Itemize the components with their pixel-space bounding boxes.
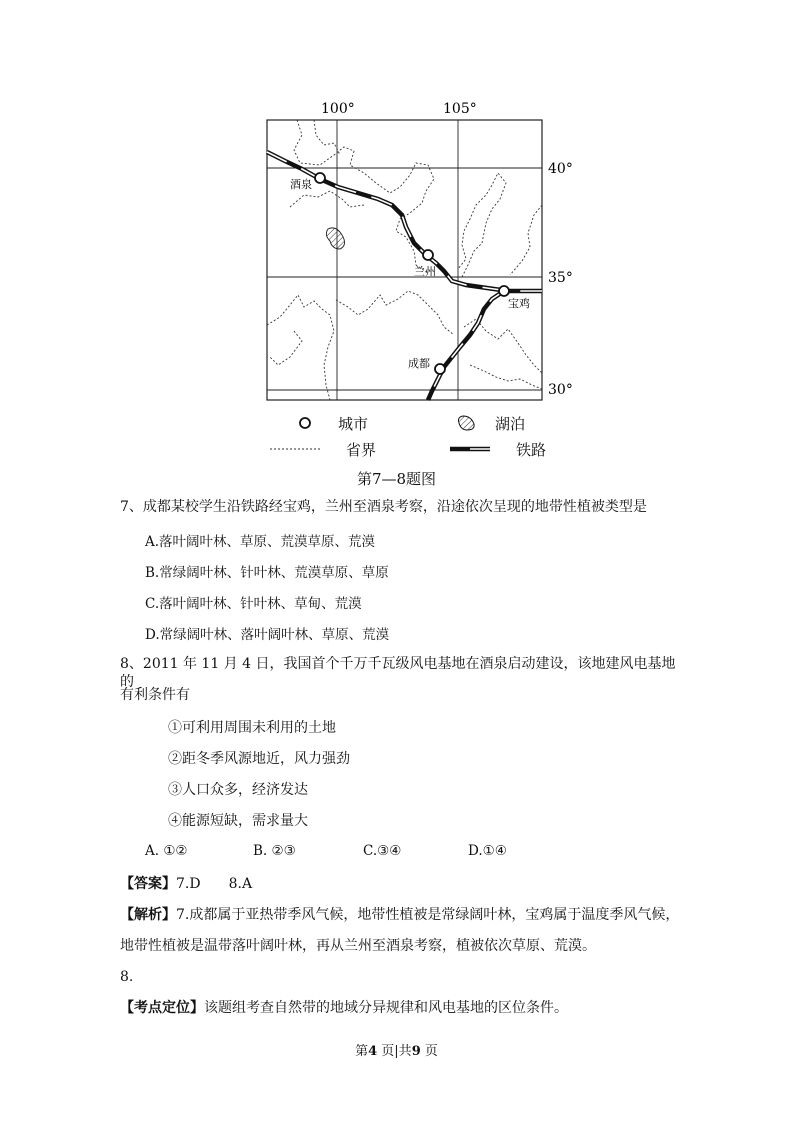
province-boundaries [267, 120, 542, 400]
q8-choice-c: C.③④ [363, 843, 402, 859]
legend-railway-label: 铁路 [516, 440, 547, 459]
legend-lake [455, 412, 525, 434]
q7-option-c: C.落叶阔叶林、针叶林、草甸、荒漠 [145, 596, 362, 612]
q8-choice-d: D.①④ [468, 843, 507, 859]
kaodian-block [120, 999, 680, 1017]
q8-stem-line1: 8、2011 年 11 月 4 日，我国首个千万千瓦级风电基地在酒泉启动建设，该地建风电基地的 [120, 656, 676, 690]
map-legend [270, 410, 570, 460]
legend-lake-label: 湖泊 [495, 414, 526, 433]
answer-block [120, 875, 680, 893]
legend-city [298, 412, 368, 434]
city-label-chengdu: 成都 [408, 357, 430, 370]
city-marker-lanzhou [423, 250, 433, 260]
legend-city-label: 城市 [338, 414, 369, 433]
q8-statement-4: ④能源短缺，需求量大 [168, 813, 308, 829]
q8-statement-2: ②距冬季风源地近，风力强劲 [168, 751, 350, 767]
analysis-line1 [120, 906, 680, 924]
q7-option-a: A.落叶阔叶林、草原、荒漠草原、荒漠 [145, 534, 376, 550]
footer-total-pages: 9 [411, 1044, 421, 1059]
city-circle-icon [298, 416, 312, 430]
map-frame [267, 120, 542, 400]
lat-label-40: 40° [548, 161, 573, 177]
footer-page-number: 4 [368, 1044, 378, 1059]
lat-label-35: 35° [548, 270, 573, 286]
map-figure [230, 95, 590, 425]
q7-option-b: B.常绿阔叶林、针叶林、荒漠草原、草原 [145, 565, 389, 581]
city-label-jiuquan: 酒泉 [290, 178, 312, 191]
answer-text: 7.D 8.A [176, 876, 253, 892]
figure-caption: 第7—8题图 [356, 470, 437, 488]
legend-boundary [270, 438, 376, 460]
legend-boundary-label: 省界 [346, 440, 377, 459]
footer-middle: 页|共 [377, 1044, 412, 1059]
city-marker-chengdu [435, 364, 445, 374]
q7-option-d: D.常绿阔叶林、落叶阔叶林、草原、荒漠 [145, 627, 390, 643]
page-footer [0, 1040, 793, 1059]
city-marker-jiuquan [315, 173, 325, 183]
answer-tag: 【答案】 [120, 876, 176, 892]
lat-label-30: 30° [548, 382, 573, 398]
footer-suffix: 页 [420, 1044, 438, 1059]
city-label-baoji: 宝鸡 [508, 297, 530, 310]
analysis-line2: 地带性植被是温带落叶阔叶林，再从兰州至酒泉考察，植被依次草原、荒漠。 [120, 938, 596, 954]
q8-choice-a: A. ①② [145, 843, 188, 859]
map-svg [230, 95, 590, 425]
kaodian-tag: 【考点定位】 [120, 1000, 204, 1016]
lake-shape [326, 228, 344, 249]
analysis-line3: 8. [120, 969, 134, 985]
q8-stem-line2: 有利条件有 [120, 687, 190, 703]
q8-statement-3: ③人口众多，经济发达 [168, 782, 308, 798]
lon-label-105: 105° [443, 101, 477, 117]
legend-railway [450, 438, 546, 460]
kaodian-text: 该题组考查自然带的地域分异规律和风电基地的区位条件。 [204, 1000, 568, 1016]
analysis-tag: 【解析】 [120, 907, 176, 923]
city-label-lanzhou: 兰州 [414, 265, 436, 278]
railway-line-icon [450, 445, 490, 453]
footer-prefix: 第 [355, 1044, 369, 1059]
lake-hatch-icon [455, 414, 477, 432]
dashed-boundary-icon [270, 446, 320, 452]
q8-statement-1: ①可利用周围未利用的土地 [168, 720, 336, 736]
analysis-text-1: 7.成都属于亚热带季风气候，地带性植被是常绿阔叶林，宝鸡属于温度季风气候， [176, 907, 680, 923]
city-marker-baoji [499, 286, 509, 296]
lon-label-100: 100° [321, 101, 355, 117]
q8-choice-b: B. ②③ [253, 843, 296, 859]
q7-stem: 7、成都某校学生沿铁路经宝鸡，兰州至酒泉考察，沿途依次呈现的地带性植被类型是 [120, 499, 647, 515]
